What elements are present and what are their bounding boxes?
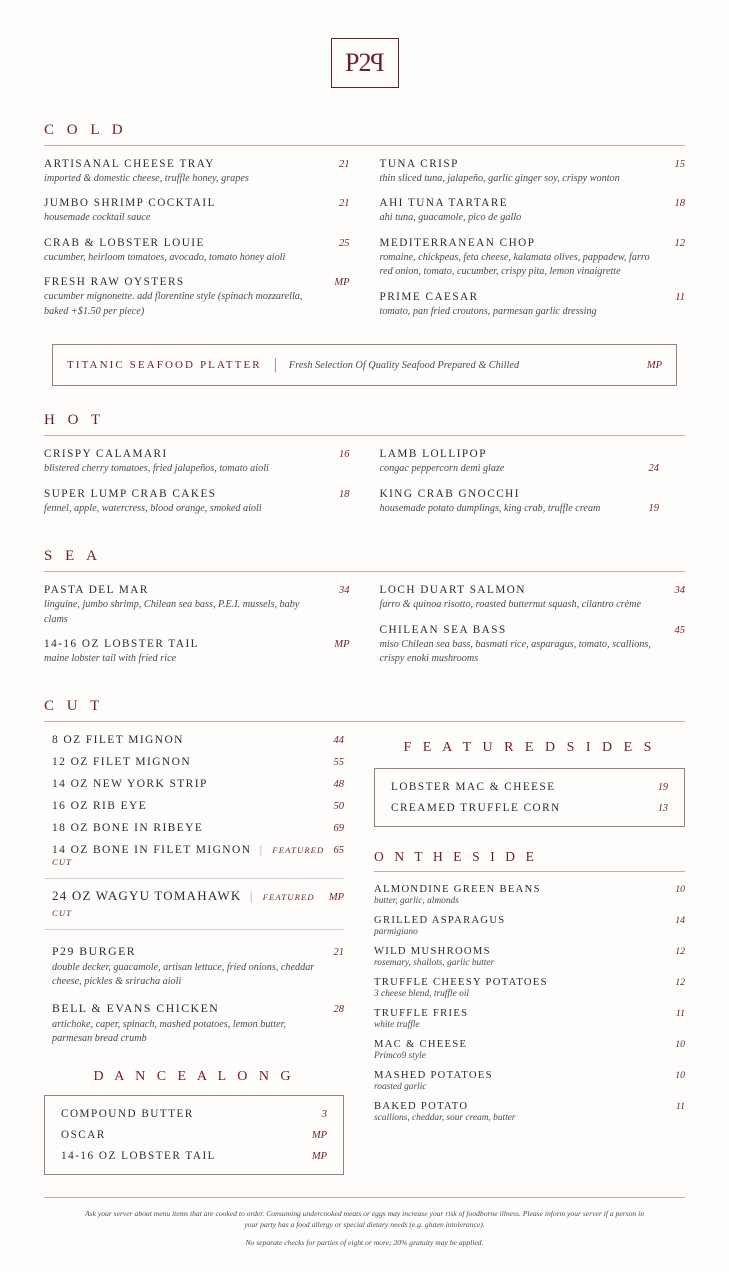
divider: | bbox=[249, 887, 254, 903]
item-desc: blistered cherry tomatoes, fried jalapeños, tomato aioli bbox=[44, 463, 269, 475]
item-price: 34 bbox=[674, 585, 685, 597]
item-name: MAC & CHEESE bbox=[374, 1038, 468, 1050]
item-price: 11 bbox=[675, 291, 685, 303]
featured-cut-badge: FEATURED CUT bbox=[52, 844, 325, 867]
item-price: 12 bbox=[675, 976, 685, 988]
list-item[interactable] bbox=[61, 1108, 327, 1120]
titanic-seafood-platter-box[interactable] bbox=[52, 344, 677, 386]
item-price: 10 bbox=[675, 1069, 685, 1081]
hot-column-right bbox=[380, 448, 686, 528]
item-price: 3 bbox=[321, 1108, 327, 1120]
item-desc: housemade potato dumplings, king crab, truffle cream bbox=[379, 503, 601, 515]
item-name: TUNA CRISP bbox=[379, 158, 459, 170]
list-item[interactable] bbox=[44, 778, 344, 790]
item-name: GRILLED ASPARAGUS bbox=[374, 914, 506, 926]
item-price: 11 bbox=[675, 1100, 685, 1112]
item-price: 13 bbox=[657, 802, 668, 814]
sea-column-left bbox=[44, 584, 350, 677]
on-the-side-list bbox=[374, 884, 685, 1123]
item-name: 14-16 OZ LOBSTER TAIL bbox=[44, 638, 200, 651]
list-item[interactable] bbox=[380, 448, 686, 477]
item-desc: ahi tuna, guacamole, pico de gallo bbox=[379, 212, 522, 224]
item-name: LAMB LOLLIPOP bbox=[379, 448, 487, 461]
item-price: 19 bbox=[657, 781, 668, 793]
item-name: LOBSTER MAC & CHEESE bbox=[391, 780, 556, 793]
item-desc: housemade cocktail sauce bbox=[44, 212, 151, 224]
item-price: 34 bbox=[339, 585, 350, 597]
section-title-hot: H O T bbox=[44, 412, 685, 436]
item-desc: thin sliced tuna, jalapeño, garlic ginger soy, crispy wonton bbox=[379, 173, 620, 184]
item-name: CRAB & LOBSTER LOUIE bbox=[44, 236, 205, 249]
item-name: TRUFFLE FRIES bbox=[374, 1007, 469, 1019]
platter-price: MP bbox=[646, 359, 662, 371]
item-price: 21 bbox=[333, 946, 344, 958]
section-title-on-the-side: O N T H E S I D E bbox=[374, 849, 685, 872]
item-price: 44 bbox=[333, 734, 344, 746]
logo-header bbox=[44, 0, 685, 122]
item-price: 69 bbox=[333, 822, 344, 834]
sides-pane bbox=[374, 734, 685, 1132]
item-price: 18 bbox=[674, 198, 685, 210]
item-desc: artichoke, caper, spinach, mashed potatoes, lemon butter, parmesan bread crumb bbox=[52, 1018, 286, 1045]
item-name: P29 BURGER bbox=[52, 943, 137, 958]
section-title-featured-sides: F E A T U R E D S I D E S bbox=[403, 739, 656, 755]
list-item[interactable] bbox=[380, 624, 686, 667]
list-item[interactable] bbox=[374, 884, 685, 906]
hot-column-left bbox=[44, 448, 350, 528]
item-name: ALMONDINE GREEN BEANS bbox=[374, 883, 541, 895]
item-name: MEDITERRANEAN CHOP bbox=[379, 236, 536, 249]
item-price: 10 bbox=[675, 1038, 685, 1050]
item-price: 28 bbox=[333, 1003, 344, 1015]
list-item[interactable] bbox=[44, 944, 344, 990]
item-name: CHILEAN SEA BASS bbox=[379, 623, 507, 636]
item-desc: butter, garlic, almonds bbox=[374, 895, 459, 906]
item-name: TRUFFLE CHEESY POTATOES bbox=[374, 976, 548, 988]
section-sea bbox=[44, 548, 685, 677]
item-name: 24 OZ WAGYU TOMAHAWK bbox=[52, 887, 242, 903]
item-name: CREAMED TRUFFLE CORN bbox=[391, 801, 561, 814]
list-item[interactable] bbox=[44, 734, 344, 746]
list-item[interactable] bbox=[380, 158, 686, 186]
item-desc: rosemary, shallots, garlic butter bbox=[374, 957, 495, 968]
item-desc: scallions, cheddar, sour cream, butter bbox=[374, 1112, 516, 1123]
list-item[interactable] bbox=[44, 1001, 344, 1047]
list-item[interactable] bbox=[44, 276, 350, 319]
item-name: SUPER LUMP CRAB CAKES bbox=[44, 487, 217, 500]
footer-disclaimer bbox=[44, 1197, 685, 1272]
item-name: CRISPY CALAMARI bbox=[44, 448, 168, 461]
list-item[interactable] bbox=[374, 1070, 685, 1092]
section-cut bbox=[44, 698, 685, 1175]
item-name: OSCAR bbox=[61, 1128, 106, 1141]
footer-line-1: Ask your server about menu items that are cooked to order. Consuming undercooked meats or eggs may increase your risk of foodborne illness. Please inform your server if a person in your party has a food allergy or special dietary needs (e.g. gluten intolerance). bbox=[84, 1208, 645, 1230]
item-price: 21 bbox=[339, 198, 350, 210]
list-item[interactable] bbox=[374, 977, 685, 999]
wagyu-tomahawk-row[interactable] bbox=[44, 878, 344, 930]
item-price: MP bbox=[328, 891, 344, 903]
featured-sides-box bbox=[374, 768, 685, 827]
item-price: 24 bbox=[648, 463, 659, 475]
item-price: 12 bbox=[674, 237, 685, 249]
item-price: MP bbox=[311, 1129, 327, 1141]
item-price: 21 bbox=[339, 159, 350, 170]
list-item[interactable] bbox=[61, 1150, 327, 1162]
list-item[interactable] bbox=[44, 448, 350, 476]
list-item[interactable] bbox=[44, 584, 350, 627]
list-item[interactable] bbox=[61, 1129, 327, 1141]
section-cold bbox=[44, 122, 685, 386]
item-name: BELL & EVANS CHICKEN bbox=[52, 1000, 220, 1015]
list-item[interactable] bbox=[374, 946, 685, 968]
item-desc: white truffle bbox=[374, 1019, 420, 1030]
item-name: 12 OZ FILET MIGNON bbox=[52, 755, 192, 768]
item-price: 15 bbox=[674, 159, 685, 170]
item-desc: maine lobster tail with fried rice bbox=[44, 653, 177, 665]
item-desc: imported & domestic cheese, truffle honey, grapes bbox=[44, 173, 249, 184]
item-name: WILD MUSHROOMS bbox=[374, 945, 491, 957]
item-desc: roasted garlic bbox=[374, 1081, 427, 1092]
list-item[interactable] bbox=[391, 781, 668, 793]
item-desc: linguine, jumbo shrimp, Chilean sea bass, P.E.I. mussels, baby clams bbox=[44, 599, 300, 625]
section-hot bbox=[44, 412, 685, 528]
list-item[interactable] bbox=[44, 158, 350, 186]
item-name: PASTA DEL MAR bbox=[44, 584, 149, 597]
item-name: COMPOUND BUTTER bbox=[61, 1107, 194, 1120]
item-name: 14-16 OZ LOBSTER TAIL bbox=[61, 1149, 217, 1162]
sea-column-right bbox=[380, 584, 686, 677]
section-title-sea: S E A bbox=[44, 548, 685, 572]
item-desc: miso Chilean sea bass, basmati rice, asparagus, tomato, scallions, crispy enoki mushrooms bbox=[379, 638, 651, 665]
item-name: 14 OZ NEW YORK STRIP bbox=[52, 777, 208, 790]
item-name: PRIME CAESAR bbox=[379, 290, 479, 303]
item-price: 18 bbox=[339, 488, 350, 500]
list-item[interactable] bbox=[374, 1039, 685, 1061]
list-item[interactable] bbox=[44, 237, 350, 265]
item-name: JUMBO SHRIMP COCKTAIL bbox=[44, 197, 216, 210]
cut-list bbox=[44, 734, 344, 1175]
list-item[interactable] bbox=[44, 800, 344, 812]
list-item[interactable] bbox=[374, 1101, 685, 1123]
item-name: KING CRAB GNOCCHI bbox=[379, 488, 520, 501]
cold-column-right bbox=[380, 158, 686, 330]
item-price: MP bbox=[334, 277, 350, 289]
list-item[interactable] bbox=[374, 1008, 685, 1030]
list-item[interactable] bbox=[44, 844, 344, 868]
section-title-dance-along: D A N C E A L O N G bbox=[93, 1068, 295, 1084]
item-price: 65 bbox=[333, 844, 344, 856]
item-desc: 3 cheese blend, truffle oil bbox=[374, 988, 470, 999]
list-item[interactable] bbox=[44, 756, 344, 768]
section-title-cut: C U T bbox=[44, 698, 685, 722]
item-price: 14 bbox=[675, 914, 685, 926]
list-item[interactable] bbox=[380, 197, 686, 225]
item-name: LOCH DUART SALMON bbox=[379, 584, 526, 597]
featured-cut-badge: FEATURED CUT bbox=[52, 891, 315, 918]
item-name: MASHED POTATOES bbox=[374, 1069, 493, 1081]
list-item[interactable] bbox=[374, 915, 685, 937]
item-price: 55 bbox=[333, 756, 344, 768]
item-price: 19 bbox=[648, 503, 659, 515]
list-item[interactable] bbox=[44, 197, 350, 225]
logo-text: P2P bbox=[345, 48, 384, 77]
item-desc: cucumber, heirloom tomatoes, avocado, tomato honey aioli bbox=[44, 251, 286, 263]
item-desc: cucumber mignonette. add florentine style (spinach mozzarella, baked +$1.50 per piece) bbox=[44, 291, 303, 317]
list-item[interactable] bbox=[380, 584, 686, 612]
item-price: MP bbox=[334, 639, 350, 651]
item-desc: congac peppercorn demi glaze bbox=[379, 463, 505, 475]
dance-along-box bbox=[44, 1095, 344, 1175]
item-name: AHI TUNA TARTARE bbox=[379, 197, 509, 210]
item-desc: parmigiano bbox=[374, 926, 418, 937]
item-price: 11 bbox=[675, 1007, 685, 1019]
item-price: 16 bbox=[339, 449, 350, 461]
divider: | bbox=[273, 356, 277, 374]
section-title-cold: C O L D bbox=[44, 122, 685, 146]
item-price: 50 bbox=[333, 800, 344, 812]
item-price: MP bbox=[311, 1150, 327, 1162]
item-price: 10 bbox=[675, 883, 685, 895]
list-item[interactable] bbox=[44, 488, 350, 516]
list-item[interactable] bbox=[391, 802, 668, 814]
list-item[interactable] bbox=[380, 291, 686, 319]
list-item[interactable] bbox=[44, 822, 344, 834]
item-desc: tomato, pan fried croutons, parmesan garlic dressing bbox=[379, 305, 597, 317]
p29-monogram-logo bbox=[331, 38, 399, 88]
item-desc: romaine, chickpeas, feta cheese, kalamata olives, pappadew, farro red onion, tomato, cucumber, crispy pita, lemon vinaigrette bbox=[379, 251, 650, 278]
item-price: 45 bbox=[674, 624, 685, 636]
item-name: FRESH RAW OYSTERS bbox=[44, 276, 185, 289]
item-price: 12 bbox=[675, 945, 685, 957]
item-price: 25 bbox=[339, 237, 350, 249]
platter-subtitle: Fresh Selection Of Quality Seafood Prepared & Chilled bbox=[288, 359, 520, 371]
item-desc: Primco9 style bbox=[374, 1050, 426, 1061]
item-name: 16 OZ RIB EYE bbox=[52, 799, 148, 812]
divider: | bbox=[259, 843, 264, 856]
item-price: 48 bbox=[333, 778, 344, 790]
item-name: BAKED POTATO bbox=[374, 1100, 469, 1112]
footer-line-2: No separate checks for parties of eight or more; 20% gratuity may be applied. bbox=[245, 1238, 484, 1248]
list-item[interactable] bbox=[380, 237, 686, 280]
item-desc: fennel, apple, watercress, blood orange, smoked aioli bbox=[44, 502, 262, 514]
item-name: 14 OZ BONE IN FILET MIGNON bbox=[52, 843, 252, 856]
list-item[interactable] bbox=[380, 488, 686, 517]
cold-column-left bbox=[44, 158, 350, 330]
item-name: 8 OZ FILET MIGNON bbox=[52, 733, 184, 746]
item-name: 18 OZ BONE IN RIBEYE bbox=[52, 821, 204, 834]
list-item[interactable] bbox=[44, 638, 350, 666]
item-name: ARTISANAL CHEESE TRAY bbox=[44, 158, 215, 170]
platter-title: TITANIC SEAFOOD PLATTER bbox=[67, 359, 262, 372]
item-desc: farro & quinoa risotto, roasted butternut squash, cilantro crème bbox=[379, 599, 641, 611]
item-desc: double decker, guacamole, artisan lettuce, fried onions, cheddar cheese, pickles & sriracha aioli bbox=[52, 961, 315, 988]
